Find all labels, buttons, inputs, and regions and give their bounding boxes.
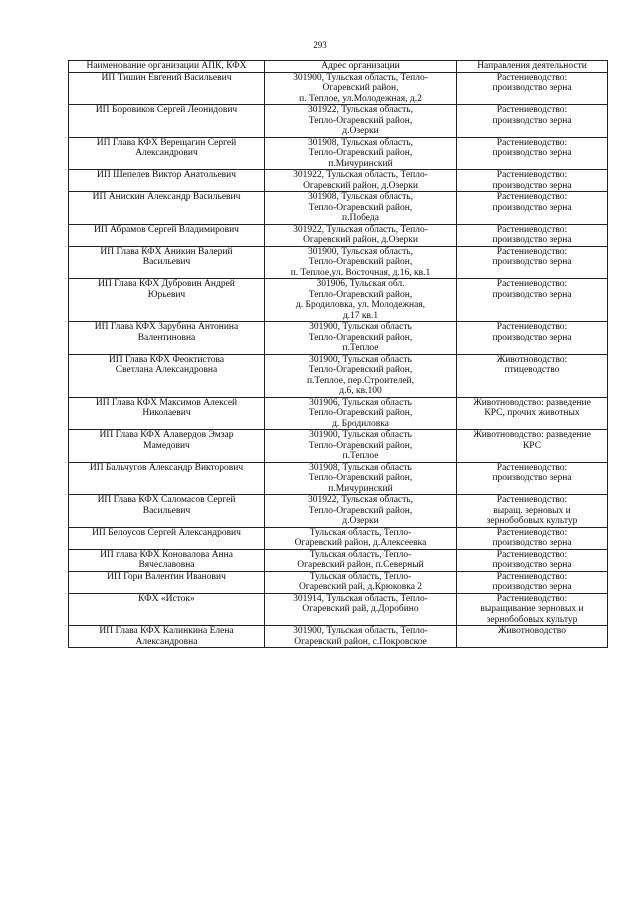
cell-line: КРС, прочих животных <box>484 408 580 418</box>
organization-cell <box>69 72 265 105</box>
cell-line: Растениеводство: <box>496 105 568 115</box>
column-header-organization: Наименование организации АПК, КФХ <box>69 61 265 73</box>
cell-line: ИП Глава КФХ Максимов Алексей <box>95 397 238 408</box>
cell-line: ИП Глава КФХ Верещагин Сергей <box>96 137 237 148</box>
cell-line: 301908, Тульская область, <box>307 137 413 148</box>
organization-cell <box>69 571 265 593</box>
cell-line: Растениеводство: <box>496 593 568 604</box>
address-cell <box>265 527 457 549</box>
table-row <box>69 105 608 138</box>
activity-cell <box>457 170 608 192</box>
activity-cell <box>457 549 608 571</box>
cell-line: д.Озерки <box>342 516 379 526</box>
cell-line: КРС <box>522 440 542 451</box>
cell-line: Растениеводство: <box>496 72 568 83</box>
cell-line: Юрьевич <box>147 289 186 300</box>
cell-line: Тульская область, Тепло- <box>309 571 412 582</box>
cell-line: Растениеводство: <box>496 322 568 332</box>
table-row <box>69 495 608 528</box>
table-row <box>69 430 608 463</box>
table-row <box>69 571 608 593</box>
cell-line: ИП Тишин Евгений Васильевич <box>101 72 232 83</box>
activity-cell <box>457 430 608 463</box>
table-row <box>69 593 608 626</box>
cell-line: Тульская область, Тепло- <box>309 549 412 560</box>
cell-line: п.Теплое <box>342 343 379 353</box>
activity-cell <box>457 571 608 593</box>
activity-cell <box>457 246 608 279</box>
table-row <box>69 192 608 225</box>
cell-line: производство зерна <box>492 538 572 548</box>
table-row <box>69 354 608 397</box>
activity-cell <box>457 192 608 225</box>
cell-line: п. Теплое, ул.Молодежная, д.2 <box>299 93 422 104</box>
cell-line: Огаревский район, п.Северный <box>297 560 424 570</box>
table-row <box>69 462 608 495</box>
cell-line: Растениеводство: <box>496 137 568 148</box>
address-cell <box>265 224 457 246</box>
table-body <box>69 72 608 648</box>
cell-line: 301914, Тульская область, Тепло- <box>293 593 428 604</box>
cell-line: ИП Абрамов Сергей Владимирович <box>94 224 239 235</box>
activity-cell <box>457 322 608 355</box>
cell-line: 301922, Тульская область, <box>307 105 413 115</box>
cell-line: Животноводство <box>498 626 566 636</box>
organization-cell <box>69 246 265 279</box>
organizations-table <box>68 60 608 648</box>
address-cell <box>265 105 457 138</box>
cell-line: Растениеводство: <box>496 170 568 180</box>
cell-line: ИП Глава КФХ Аникин Валерий <box>100 246 233 257</box>
cell-line: Растениеводство: <box>496 495 568 505</box>
activity-cell <box>457 626 608 648</box>
table-row <box>69 322 608 355</box>
cell-line: Валентиновна <box>137 332 196 343</box>
organization-cell <box>69 224 265 246</box>
cell-line: Растениеводство: <box>496 246 568 257</box>
cell-line: 301900, Тульская область <box>309 322 412 332</box>
cell-line: 301900, Тульская область, Тепло- <box>293 72 428 83</box>
cell-line: ИП Анискин Александр Васильевич <box>92 192 241 202</box>
cell-line: Тульская область, Тепло- <box>309 527 412 538</box>
table-row <box>69 224 608 246</box>
organization-cell <box>69 105 265 138</box>
address-cell <box>265 571 457 593</box>
cell-line: производство зерна <box>492 560 572 570</box>
cell-line: Животноводство: разведение <box>473 397 591 408</box>
address-cell <box>265 322 457 355</box>
cell-line: д.6, кв.100 <box>339 386 382 396</box>
organization-cell <box>69 626 265 648</box>
cell-line: производство зерна <box>492 332 572 343</box>
cell-line: д. Бродиловка <box>332 418 389 429</box>
cell-line: ИП Глава КФХ Феоктистова <box>108 354 225 365</box>
table-row <box>69 397 608 430</box>
table-row <box>69 626 608 648</box>
cell-line: Растениеводство: <box>496 462 568 473</box>
cell-line: Тепло-Огаревский район, <box>308 408 413 418</box>
cell-line: птицеводство <box>504 365 560 375</box>
cell-line: производство зерна <box>492 235 572 245</box>
cell-line: выращ. зерновых и <box>493 505 571 516</box>
cell-line: производство зерна <box>492 582 572 592</box>
activity-cell <box>457 495 608 528</box>
cell-line: производство зерна <box>492 115 572 126</box>
cell-line: зернобобовых культур <box>486 516 578 526</box>
activity-cell <box>457 105 608 138</box>
cell-line: 301922, Тульская область, Тепло- <box>293 224 428 235</box>
cell-line: ИП Боровиков Сергей Леонидович <box>95 105 238 115</box>
address-cell <box>265 397 457 430</box>
cell-line: Огаревский район, <box>322 83 399 93</box>
activity-cell <box>457 397 608 430</box>
column-header-address: Адрес организации <box>265 61 457 73</box>
cell-line: ИП Шепелев Виктор Анатольевич <box>96 170 237 180</box>
cell-line: 301906, Тульская область <box>309 397 412 408</box>
address-cell <box>265 430 457 463</box>
cell-line: п.Теплое, пер.Строителей, <box>306 375 415 386</box>
cell-line: ИП Глава КФХ Зарубина Антонина <box>94 322 239 332</box>
cell-line: Тепло-Огаревский район, <box>308 115 413 126</box>
address-cell <box>265 495 457 528</box>
cell-line: 301900, Тульская область <box>309 430 412 440</box>
address-cell <box>265 192 457 225</box>
cell-line: ИП глава КФХ Коновалова Анна <box>100 549 233 560</box>
organization-cell <box>69 170 265 192</box>
cell-line: д.17 кв.1 <box>342 310 379 321</box>
cell-line: зернобобовых культур <box>486 614 578 625</box>
organization-cell <box>69 322 265 355</box>
table-header-row <box>69 61 608 73</box>
activity-cell <box>457 354 608 397</box>
cell-line: 301908, Тульская область, <box>307 192 413 202</box>
address-cell <box>265 593 457 626</box>
cell-line: Растениеводство: <box>496 571 568 582</box>
cell-line: производство зерна <box>492 202 572 213</box>
table-row <box>69 137 608 170</box>
cell-line: Мамедович <box>143 440 190 451</box>
cell-line: п.Теплое <box>342 451 379 461</box>
cell-line: 301900, Тульская область <box>309 354 412 365</box>
cell-line: п.Мичуринский <box>328 158 393 169</box>
cell-line: ИП Глава КФХ Саломасов Сергей <box>97 495 236 505</box>
cell-line: Огаревский район, с.Покровское <box>294 636 427 647</box>
activity-cell <box>457 72 608 105</box>
cell-line: Растениеводство: <box>496 527 568 538</box>
cell-line: Вячеславовна <box>138 560 195 570</box>
address-cell <box>265 279 457 322</box>
address-cell <box>265 170 457 192</box>
cell-line: Тепло-Огаревский район, <box>308 332 413 343</box>
organization-cell <box>69 495 265 528</box>
cell-line: 301906, Тульская обл. <box>316 279 405 289</box>
cell-line: выращивание зерновых и <box>480 604 584 614</box>
table-row <box>69 170 608 192</box>
organization-cell <box>69 593 265 626</box>
cell-line: КФХ «Исток» <box>138 593 195 604</box>
cell-line: 301922, Тульская область, Тепло- <box>293 170 428 180</box>
organization-cell <box>69 527 265 549</box>
address-cell <box>265 549 457 571</box>
cell-line: Тепло-Огаревский район, <box>308 440 413 451</box>
cell-line: Светлана Александровна <box>115 365 218 375</box>
activity-cell <box>457 224 608 246</box>
column-header-activity: Направления деятельности <box>457 61 608 73</box>
cell-line: 301922, Тульская область, <box>307 495 413 505</box>
cell-line: 301900, Тульская область, Тепло- <box>293 626 428 636</box>
address-cell <box>265 462 457 495</box>
cell-line: Тепло-Огаревский район, <box>308 505 413 516</box>
table-row <box>69 527 608 549</box>
cell-line: Огаревский рай, д.Доробино <box>302 604 419 614</box>
cell-line: Огаревский рай, д.Крюковка 2 <box>298 582 423 592</box>
cell-line: ИП Белоусов Сергей Александрович <box>92 527 241 538</box>
table-row <box>69 279 608 322</box>
cell-line: Растениеводство: <box>496 224 568 235</box>
activity-cell <box>457 462 608 495</box>
cell-line: д. Бродиловка, ул. Молодежная, <box>295 300 426 310</box>
cell-line: Васильевич <box>142 257 191 267</box>
table-row <box>69 549 608 571</box>
address-cell <box>265 246 457 279</box>
activity-cell <box>457 279 608 322</box>
cell-line: п.Мичуринский <box>328 483 393 494</box>
cell-line: Растениеводство: <box>496 192 568 202</box>
organization-cell <box>69 462 265 495</box>
cell-line: ИП Глава КФХ Калинкина Елена <box>99 626 234 636</box>
organization-cell <box>69 354 265 397</box>
cell-line: Николаевич <box>142 408 191 418</box>
cell-line: Тепло-Огаревский район, <box>308 365 413 375</box>
cell-line: Тепло-Огаревский район, <box>308 202 413 213</box>
organization-cell <box>69 279 265 322</box>
organization-cell <box>69 192 265 225</box>
cell-line: Животноводство: разведение <box>473 430 591 440</box>
cell-line: Тепло-Огаревский район, <box>308 289 413 300</box>
activity-cell <box>457 137 608 170</box>
cell-line: производство зерна <box>492 148 572 158</box>
page-number: 293 <box>313 40 327 50</box>
cell-line: ИП Глава КФХ Алавердов Эмзар <box>99 430 234 440</box>
cell-line: Тепло-Огаревский район, <box>308 257 413 267</box>
cell-line: Александровна <box>135 636 198 647</box>
address-cell <box>265 72 457 105</box>
cell-line: п. Теплое,ул. Восточная, д.16, кв.1 <box>290 267 431 278</box>
cell-line: 301908, Тульская область <box>309 462 412 473</box>
address-cell <box>265 137 457 170</box>
cell-line: Тепло-Огаревский район, <box>308 148 413 158</box>
cell-line: производство зерна <box>492 473 572 483</box>
cell-line: Растениеводство: <box>496 549 568 560</box>
cell-line: д.Озерки <box>342 126 379 136</box>
cell-line: Александрович <box>135 148 198 158</box>
cell-line: Васильевич <box>142 505 191 516</box>
cell-line: ИП Глава КФХ Дубровин Андрей <box>98 279 235 289</box>
cell-line: Огаревский район, д.Озерки <box>303 235 418 245</box>
cell-line: Животноводство: <box>496 354 568 365</box>
cell-line: производство зерна <box>492 289 572 300</box>
cell-line: производство зерна <box>492 83 572 93</box>
activity-cell <box>457 527 608 549</box>
cell-line: Растениеводство: <box>496 279 568 289</box>
cell-line: ИП Гори Валентин Иванович <box>107 571 226 582</box>
address-cell <box>265 354 457 397</box>
activity-cell <box>457 593 608 626</box>
cell-line: Тепло-Огаревский район, <box>308 473 413 483</box>
cell-line: п.Победа <box>342 213 379 223</box>
organization-cell <box>69 397 265 430</box>
cell-line: производство зерна <box>492 180 572 191</box>
table-row <box>69 72 608 105</box>
cell-line: Огаревский район, д.Алексеевка <box>294 538 427 548</box>
table-row <box>69 246 608 279</box>
cell-line: ИП Бальчугов Александр Викторович <box>89 462 244 473</box>
organization-cell <box>69 137 265 170</box>
cell-line: производство зерна <box>492 257 572 267</box>
cell-line: Огаревский район, д.Озерки <box>303 180 418 191</box>
organization-cell <box>69 430 265 463</box>
cell-line: 301900, Тульская область, <box>307 246 413 257</box>
address-cell <box>265 626 457 648</box>
organization-cell <box>69 549 265 571</box>
